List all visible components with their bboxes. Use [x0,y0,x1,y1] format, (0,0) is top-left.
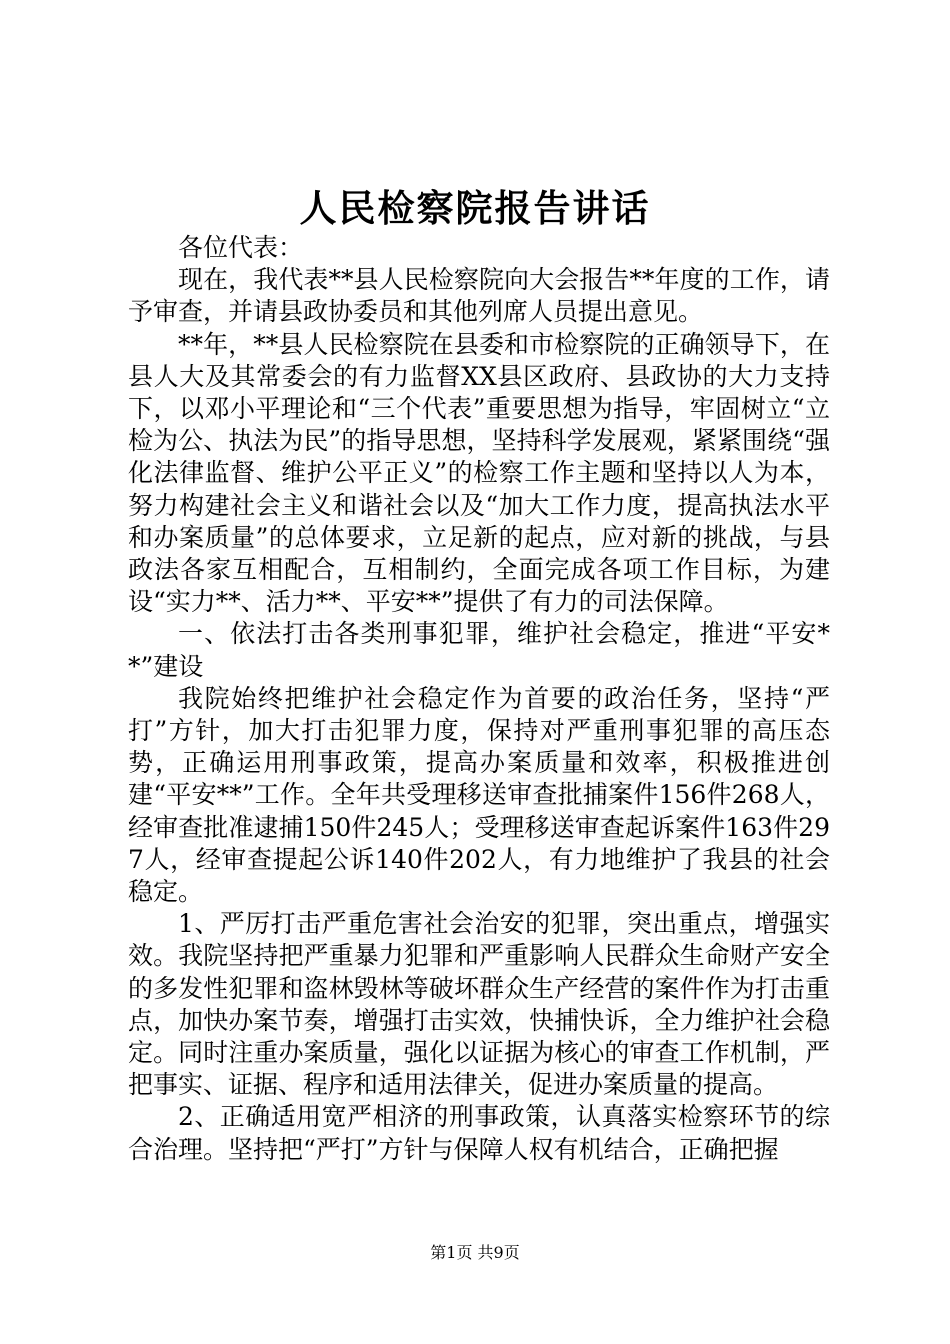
document-body [128,232,830,1166]
page-number-footer: 第1页 共9页 [430,1243,520,1262]
overview-paragraph: **年，**县人民检察院在县委和市检察院的正确领导下，在县人大及其常委会的有力监督XX县区政府、县政协的大力支持下，以邓小平理论和“三个代表”重要思想为指导，牢固树立“立检为公、执法为民”的指导思想，坚持科学发展观，紧紧围绕“强化法律监督、维护公平正义”的检察工作主题和坚持以人为本，努力构建社会主义和谐社会以及“加大工作力度，提高执法水平和办案质量”的总体要求，立足新的起点，应对新的挑战，与县政法各家互相配合，互相制约，全面完成各项工作目标，为建设“实力**、活力**、平安**”提供了有力的司法保障。 [128,329,830,617]
salutation-paragraph: 各位代表： [178,233,304,262]
item-2-paragraph: 2、正确适用宽严相济的刑事政策，认真落实检察环节的综合治理。坚持把“严打”方针与保障人权有机结合，正确把握 [128,1102,830,1164]
intro-paragraph: 现在，我代表**县人民检察院向大会报告**年度的工作，请予审查，并请县政协委员和其他列席人员提出意见。 [128,265,830,327]
item-1-paragraph: 1、严厉打击严重危害社会治安的犯罪，突出重点，增强实效。我院坚持把严重暴力犯罪和严重影响人民群众生命财产安全的多发性犯罪和盗林毁林等破坏群众生产经营的案件作为打击重点，加快办案节奏，增强打击实效，快捕快诉，全力维护社会稳定。同时注重办案质量，强化以证据为核心的审查工作机制，严把事实、证据、程序和适用法律关，促进办案质量的提高。 [128,909,830,1100]
section-heading-1: 一、依法打击各类刑事犯罪，维护社会稳定，推进“平安**”建设 [128,619,830,681]
document-title: 人民检察院报告讲话 [299,186,651,230]
section-1-paragraph: 我院始终把维护社会稳定作为首要的政治任务，坚持“严打”方针，加大打击犯罪力度，保持对严重刑事犯罪的高压态势，正确运用刑事政策，提高办案质量和效率，积极推进创建“平安**”工作。全年共受理移送审查批捕案件156件268人，经审查批准逮捕150件245人；受理移送审查起诉案件163件297人，经审查提起公诉140件202人，有力地维护了我县的社会稳定。 [128,683,830,907]
